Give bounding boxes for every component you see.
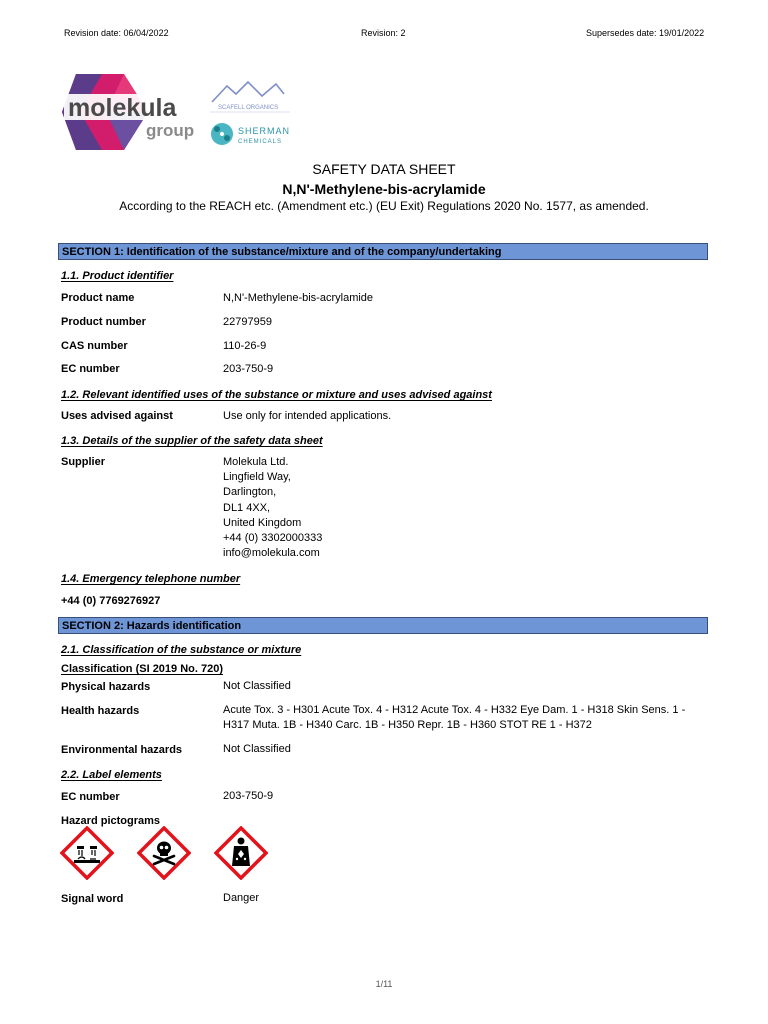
supplier-phone: +44 (0) 3302000333 (223, 532, 323, 545)
svg-text:SHERMAN: SHERMAN (238, 126, 291, 136)
svg-text:molekula: molekula (68, 94, 177, 122)
product-number-label: Product number (61, 316, 146, 328)
subsection-1-4: 1.4. Emergency telephone number (61, 573, 241, 585)
revision-date: Revision date: 06/04/2022 (64, 28, 169, 38)
supplier-address (223, 455, 322, 561)
subsection-1-3: 1.3. Details of the supplier of the safety data sheet (61, 435, 323, 447)
health-hazards-value: Acute Tox. 3 - H301 Acute Tox. 4 - H312 Acute Tox. 4 - H332 Eye Dam. 1 - H318 Skin Sens. 1 - H317 Muta. 1B - H340 Carc. 1B - H350 Repr. 1B - H360 STOT RE 1 - H372 (223, 704, 686, 731)
cas-number-value: 110-26-9 (223, 340, 267, 352)
subsection-2-2: 2.2. Label elements (61, 769, 162, 781)
ec-number-label: EC number (61, 363, 120, 375)
subsection-1-2: 1.2. Relevant identified uses of the substance or mixture and uses advised against (61, 389, 492, 401)
health-hazards-label: Health hazards (61, 705, 140, 717)
subsection-2-1: 2.1. Classification of the substance or mixture (61, 644, 302, 656)
molekula-logo (62, 72, 300, 152)
supplier-line: Darlington, (223, 486, 277, 499)
supplier-line: Lingfield Way, (223, 471, 291, 484)
hazard-pictograms-label: Hazard pictograms (61, 815, 161, 827)
regulation-text: According to the REACH etc. (Amendment etc.) (EU Exit) Regulations 2020 No. 1577, as amended. (119, 199, 649, 213)
health-hazard-icon (214, 826, 268, 880)
supplier-line: United Kingdom (223, 516, 302, 529)
svg-text:CHEMICALS: CHEMICALS (238, 139, 283, 145)
substance-name: N,N'-Methylene-bis-acrylamide (282, 181, 486, 197)
section-1-heading: SECTION 1: Identification of the substance/mixture and of the company/undertaking (58, 243, 708, 260)
environmental-hazards-value: Not Classified (223, 743, 291, 755)
supplier-line: Molekula Ltd. (223, 456, 289, 468)
svg-text:group: group (146, 121, 195, 140)
physical-hazards-label: Physical hazards (61, 681, 151, 693)
signal-word-label: Signal word (61, 893, 124, 905)
cas-number-label: CAS number (61, 340, 128, 352)
svg-text:SCAFELL ORGANICS: SCAFELL ORGANICS (218, 105, 279, 111)
uses-advised-against-value: Use only for intended applications. (223, 410, 392, 422)
ec-number-value: 203-750-9 (223, 363, 274, 375)
document-title: SAFETY DATA SHEET (312, 161, 456, 177)
corrosion-icon (60, 826, 114, 880)
section-2-heading: SECTION 2: Hazards identification (58, 617, 708, 634)
signal-word-value: Danger (223, 892, 260, 904)
product-number-value: 22797959 (223, 316, 272, 328)
revision-number: Revision: 2 (361, 28, 406, 38)
classification-heading: Classification (SI 2019 No. 720) (61, 663, 224, 675)
page-number: 1/11 (375, 979, 393, 989)
uses-advised-against-label: Uses advised against (61, 410, 173, 422)
subsection-1-1: 1.1. Product identifier (61, 270, 174, 282)
environmental-hazards-label: Environmental hazards (61, 744, 183, 756)
label-ec-number-value: 203-750-9 (223, 790, 274, 802)
skull-crossbones-icon (137, 826, 191, 880)
product-name-value: N,N'-Methylene-bis-acrylamide (223, 292, 374, 304)
label-ec-number-label: EC number (61, 791, 120, 803)
emergency-phone: +44 (0) 7769276927 (61, 595, 161, 607)
supplier-label: Supplier (61, 456, 106, 468)
supersedes-date: Supersedes date: 19/01/2022 (586, 28, 705, 38)
physical-hazards-value: Not Classified (223, 680, 291, 692)
supplier-email: info@molekula.com (223, 547, 320, 560)
supplier-line: DL1 4XX, (223, 501, 271, 514)
product-name-label: Product name (61, 292, 135, 304)
company-logos (62, 72, 300, 152)
